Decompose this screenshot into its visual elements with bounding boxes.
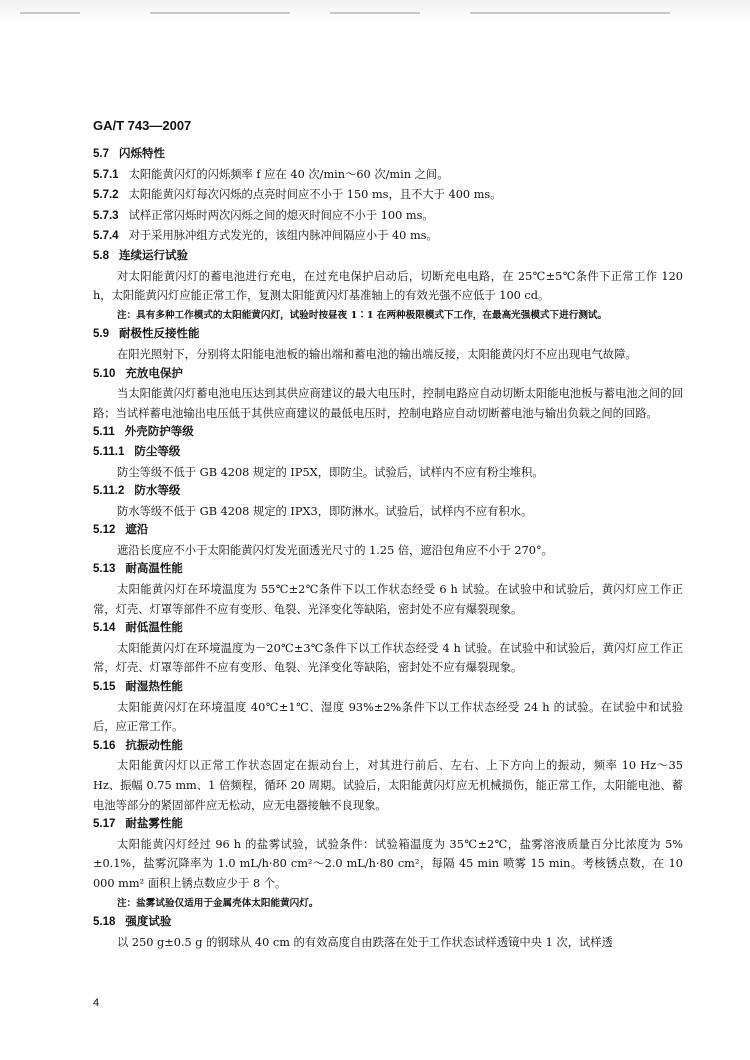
clause-text: 太阳能黄闪灯的闪烁频率 f 应在 40 次/min～60 次/min 之间。	[128, 167, 449, 181]
clause-item	[93, 226, 683, 247]
section-number: 5.17	[93, 818, 116, 831]
paragraph: 遮沿长度应不小于太阳能黄闪灯发光面透光尺寸的 1.25 倍，遮沿包角应不小于 270°。	[117, 543, 553, 557]
section-number: 5.9	[93, 328, 109, 341]
section-title: 外壳防护等级	[124, 426, 194, 439]
section-number: 5.10	[93, 367, 116, 380]
section-heading	[93, 521, 683, 541]
note: 注：具有多种工作模式的太阳能黄闪灯，试验时按昼夜 1∶1 在两种极限模式下工作，在最高光强模式下进行测试。	[117, 309, 608, 321]
section-title: 连续运行试验	[119, 249, 188, 262]
section-heading	[93, 815, 683, 835]
page-number: 4	[93, 997, 100, 1009]
scan-top-edge	[0, 0, 750, 22]
section-title: 充放电保护	[125, 367, 183, 380]
section-title: 防尘等级	[134, 445, 181, 458]
section-heading	[93, 423, 683, 443]
section-number: 5.15	[93, 681, 116, 694]
section-number: 5.14	[93, 622, 116, 635]
paragraph: 防尘等级不低于 GB 4208 规定的 IP5X，即防尘。试验后，试样内不应有粉尘堆积。	[117, 465, 544, 479]
section-number: 5.16	[93, 739, 116, 752]
note: 注：盐雾试验仅适用于金属壳体太阳能黄闪灯。	[117, 897, 319, 909]
section-number: 5.18	[93, 916, 116, 929]
paragraph: 防水等级不低于 GB 4208 规定的 IPX3，即防淋水。试验后，试样内不应有积水。	[117, 504, 533, 518]
section-number: 5.12	[93, 524, 116, 537]
section-heading	[93, 365, 683, 385]
section-heading	[93, 678, 683, 698]
section-title: 耐高温性能	[125, 563, 183, 576]
section-heading	[93, 247, 683, 267]
section-heading	[93, 619, 683, 639]
paragraph: 在阳光照射下，分别将太阳能电池板的输出端和蓄电池的输出端反接，太阳能黄闪灯不应出现电气故障。	[117, 347, 637, 361]
paragraph: 太阳能黄闪灯在环境温度 40℃±1℃、湿度 93%±2%条件下以工作状态经受 24 h 的试验。在试验中和试验后，应正常工作。	[93, 700, 683, 734]
clause-number: 5.7.4	[93, 230, 119, 243]
clause-text: 试样正常闪烁时两次闪烁之间的熄灭时间应不小于 100 ms。	[128, 208, 434, 222]
section-title: 耐低温性能	[125, 622, 183, 635]
section-number: 5.11.1	[93, 445, 125, 458]
paragraph: 当太阳能黄闪灯蓄电池电压达到其供应商建议的最大电压时，控制电路应自动切断太阳能电池板与蓄电池之间的回路；当试样蓄电池输出电压低于其供应商建议的最低电压时，控制电路应自动切断蓄电池与输出负载之间的回路。	[93, 387, 683, 420]
paragraph: 太阳能黄闪灯以正常工作状态固定在振动台上，对其进行前后、左右、上下方向上的振动，频率 10 Hz～35 Hz、振幅 0.75 mm、1 倍频程，循环 20 周期。试验后，太阳能黄闪灯应无机械损伤，能正常工作，太阳能电池、蓄电池等部分的紧固部件应无松动，应无电器接触不良现象。	[93, 759, 683, 812]
clause-item	[93, 165, 683, 186]
section-title: 抗振动性能	[125, 739, 183, 752]
paragraph: 以 250 g±0.5 g 的钢球从 40 cm 的有效高度自由跌落在处于工作状态试样透镜中央 1 次，试样透	[117, 935, 613, 949]
clause-number: 5.7.2	[93, 189, 119, 202]
section-heading	[93, 325, 683, 345]
section-number: 5.13	[93, 563, 116, 576]
section-number: 5.11	[93, 426, 115, 439]
paragraph: 太阳能黄闪灯经过 96 h 的盐雾试验，试验条件：试验箱温度为 35℃±2℃，盐雾溶液质量百分比浓度为 5%±0.1%，盐雾沉降率为 1.0 mL/h·80 cm²～2.0 mL/h·80 cm²，每隔 45 min 喷雾 15 min。考核锈点数，在 10 000 mm² 面积上锈点数应少于 8 个。	[93, 837, 683, 890]
section-heading	[93, 737, 683, 757]
section-heading	[93, 913, 683, 933]
clause-text: 对于采用脉冲组方式发光的，该组内脉冲间隔应小于 40 ms。	[128, 229, 438, 243]
clause-item	[93, 185, 683, 206]
section-number: 5.7	[93, 148, 109, 160]
section-heading	[93, 145, 683, 165]
section-number: 5.8	[93, 249, 109, 262]
section-heading	[93, 482, 683, 502]
section-title: 遮沿	[125, 524, 149, 537]
section-heading	[93, 560, 683, 580]
document-number: GA/T 743—2007	[93, 118, 192, 133]
section-title: 防水等级	[134, 485, 181, 498]
section-title: 强度试验	[125, 916, 172, 929]
section-title: 耐湿热性能	[125, 681, 183, 694]
paragraph: 对太阳能黄闪灯的蓄电池进行充电，在过充电保护启动后，切断充电电路，在 25℃±5℃条件下正常工作 120 h，太阳能黄闪灯应能正常工作，复测太阳能黄闪灯基准轴上的有效光强不应低于 100 cd。	[93, 269, 683, 303]
clause-number: 5.7.1	[93, 168, 119, 181]
paragraph: 太阳能黄闪灯在环境温度为 55℃±2℃条件下以工作状态经受 6 h 试验。在试验中和试验后，黄闪灯应工作正常，灯壳、灯罩等部件不应有变形、龟裂、光泽变化等缺陷，密封处不应有爆裂现象。	[93, 583, 683, 616]
clause-number: 5.7.3	[93, 209, 119, 222]
clause-text: 太阳能黄闪灯每次闪烁的点亮时间应不小于 150 ms，且不大于 400 ms。	[128, 188, 502, 202]
section-title: 耐盐雾性能	[125, 818, 183, 831]
document-body	[93, 145, 683, 952]
section-number: 5.11.2	[93, 485, 125, 498]
section-title: 闪烁特性	[119, 148, 165, 160]
clause-item	[93, 206, 683, 227]
section-heading	[93, 443, 683, 463]
section-title: 耐极性反接性能	[119, 328, 200, 341]
paragraph: 太阳能黄闪灯在环境温度为－20℃±3℃条件下以工作状态经受 4 h 试验。在试验中和试验后，黄闪灯应工作正常，灯壳、灯罩等部件不应有变形、龟裂、光泽变化等缺陷，密封处不应有爆裂现象。	[93, 641, 683, 675]
